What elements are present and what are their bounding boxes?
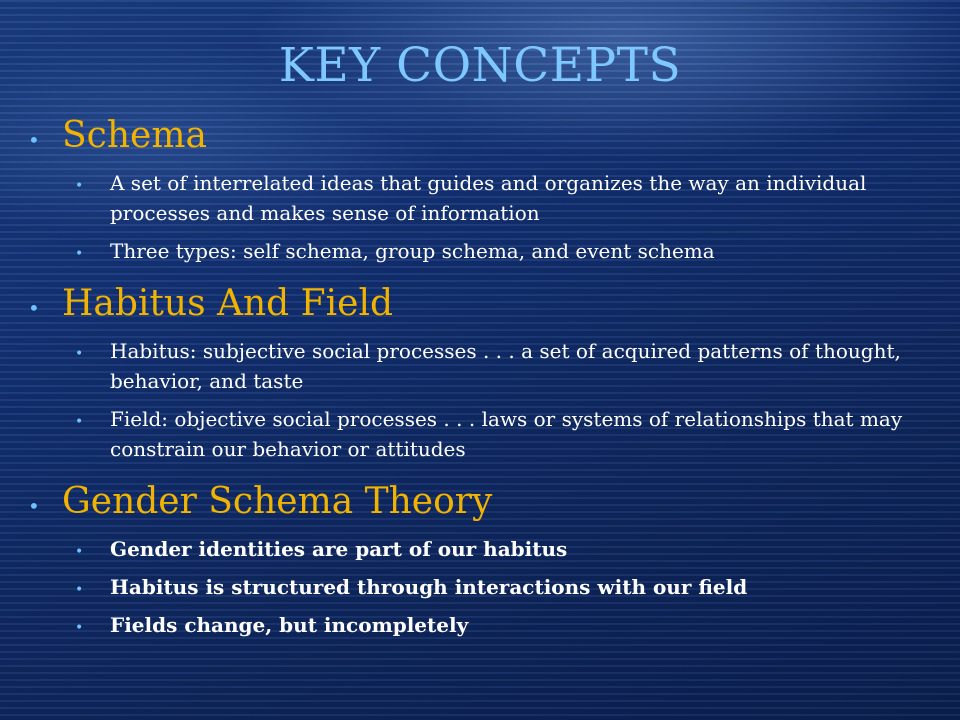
- bullet-dot-icon: •: [28, 296, 40, 320]
- list-item-text: Gender identities are part of our habitus: [110, 537, 568, 561]
- bullet-dot-icon: •: [28, 128, 40, 152]
- list-item: [75, 168, 938, 228]
- list-item: [75, 534, 938, 564]
- bullet-dot-icon: •: [75, 246, 84, 262]
- section-heading-habitus-and-field: [28, 280, 938, 328]
- bullet-dot-icon: •: [28, 494, 40, 518]
- list-item: [75, 336, 938, 396]
- list-item-text: A set of interrelated ideas that guides and organizes the way an individual processes and makes sense of information: [110, 171, 867, 225]
- bullet-dot-icon: •: [75, 346, 84, 362]
- list-item-text: Three types: self schema, group schema, and event schema: [110, 239, 715, 263]
- slide-content: [28, 112, 938, 640]
- list-item: [75, 572, 938, 602]
- list-item: [75, 610, 938, 640]
- bullet-dot-icon: •: [75, 620, 84, 636]
- bullet-dot-icon: •: [75, 582, 84, 598]
- bullet-dot-icon: •: [75, 178, 84, 194]
- list-item: [75, 236, 938, 266]
- list-item: [75, 404, 938, 464]
- section-heading-schema: [28, 112, 938, 160]
- section-heading-label: Schema: [62, 115, 207, 156]
- section-heading-gender-schema-theory: [28, 478, 938, 526]
- section-heading-label: Gender Schema Theory: [62, 481, 493, 522]
- section-heading-label: Habitus And Field: [62, 283, 394, 324]
- list-item-text: Habitus is structured through interactions with our field: [110, 575, 748, 599]
- bullet-dot-icon: •: [75, 544, 84, 560]
- bullet-dot-icon: •: [75, 414, 84, 430]
- list-item-text: Fields change, but incompletely: [110, 613, 469, 637]
- list-item-text: Field: objective social processes . . . laws or systems of relationships that may constrain our behavior or attitudes: [110, 407, 903, 461]
- list-item-text: Habitus: subjective social processes . . . a set of acquired patterns of thought, behavior, and taste: [110, 339, 901, 393]
- slide-title: KEY CONCEPTS: [278, 38, 682, 93]
